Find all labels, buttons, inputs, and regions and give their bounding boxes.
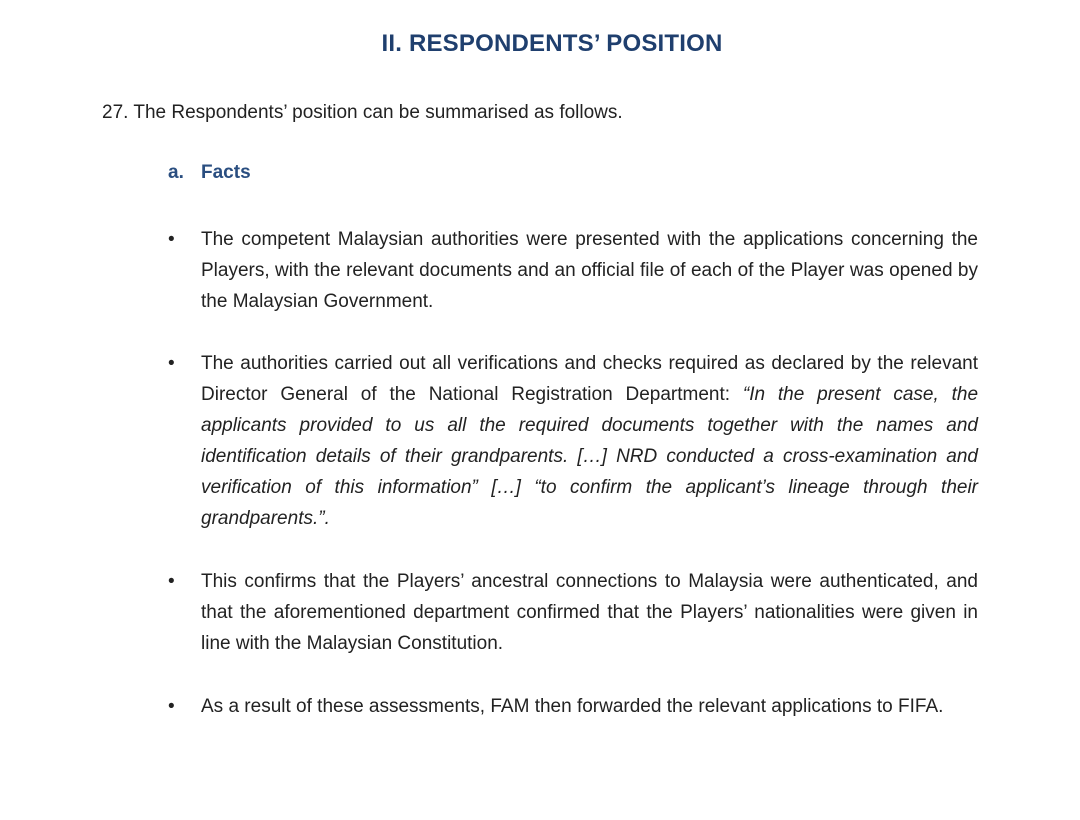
section-heading: II. RESPONDENTS’ POSITION — [381, 30, 723, 57]
bullet-item — [168, 348, 978, 534]
subsection-title: Facts — [201, 162, 251, 183]
bullet-text: As a result of these assessments, FAM then forwarded the relevant applications to FIFA. — [201, 696, 944, 717]
bullet-text: This confirms that the Players’ ancestral connections to Malaysia were authenticated, and that the aforementioned department confirmed that the Players’ nationalities were given in line with the Malaysian Constitution. — [201, 571, 978, 654]
bullet-dot-icon: • — [168, 229, 175, 250]
bullet-item — [168, 566, 978, 659]
bullet-text-quote: “In the present case, the applicants provided to us all the required documents together with the names and identification details of their grandparents. […] NRD conducted a cross-examination and verification of this information” […] “to confirm the applicant’s lineage through their grandparents.”. — [201, 384, 979, 529]
bullet-text: The competent Malaysian authorities were presented with the applications concerning the Players, with the relevant documents and an official file of each of the Player was opened by the Malaysian Government. — [201, 229, 978, 312]
bullet-text-plain: The authorities carried out all verifications and checks required as declared by the relevant Director General of the National Registration Department: — [201, 353, 978, 405]
bullet-text — [201, 348, 978, 534]
bullet-dot-icon: • — [168, 696, 175, 717]
bullet-dot-icon: • — [168, 571, 175, 592]
bullet-item — [168, 224, 978, 317]
bullet-dot-icon: • — [168, 353, 175, 374]
paragraph-27: 27. The Respondents’ position can be summarised as follows. — [102, 102, 623, 123]
subsection-letter: a. — [168, 162, 184, 183]
bullet-item — [168, 691, 978, 722]
subsection-heading — [168, 162, 251, 184]
